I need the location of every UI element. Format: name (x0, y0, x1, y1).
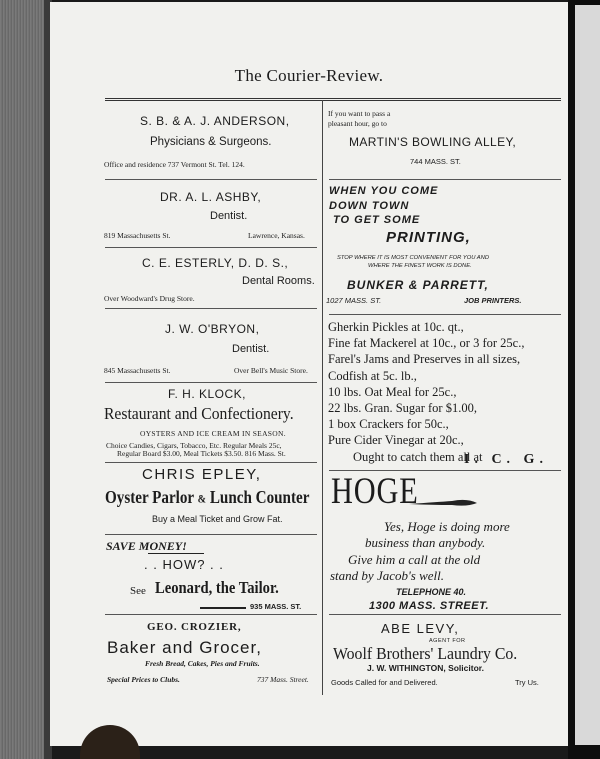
klock-name: F. H. KLOCK, (168, 387, 247, 401)
grocery-line: Ought to catch them all at (353, 449, 483, 464)
levy-try: Try Us. (515, 678, 539, 687)
grocery-list (328, 319, 524, 465)
klock-line2: Choice Candies, Cigars, Tobacco, Etc. Regular Meals 25c, (106, 441, 282, 450)
grocery-line: 22 lbs. Gran. Sugar for $1.00, (328, 401, 477, 416)
esterly-address: Over Woodward's Drug Store. (104, 294, 195, 303)
printing-address: 1027 MASS. ST. (326, 296, 382, 305)
rule (329, 314, 561, 315)
printing-word: PRINTING, (386, 229, 471, 246)
ashby-address: 819 Massachusetts St. (104, 231, 171, 240)
grocery-store-name: I. C. G. (464, 452, 548, 467)
klock-line1: OYSTERS AND ICE CREAM IN SEASON. (140, 429, 286, 438)
hoge-address: 1300 MASS. STREET. (369, 600, 490, 612)
epley-tagline: Buy a Meal Ticket and Grow Fat. (152, 514, 283, 524)
top-rule (105, 98, 561, 99)
leonard-name: Leonard, the Tailor. (155, 578, 279, 597)
rule (105, 462, 317, 463)
crozier-clubs: Special Prices to Clubs. (107, 675, 180, 684)
next-page-edge (575, 5, 600, 745)
rule (105, 247, 317, 248)
rule (329, 614, 561, 615)
levy-business: Woolf Brothers' Laundry Co. (333, 644, 518, 663)
crozier-address: 737 Mass. Street. (257, 675, 309, 684)
leonard-see: See (130, 585, 146, 597)
epley-name: CHRIS EPLEY, (142, 466, 262, 483)
printing-note-1: STOP WHERE IT IS MOST CONVENIENT FOR YOU AND (337, 255, 490, 261)
page-title: The Courier-Review. (234, 66, 384, 85)
grocery-line: Fine fat Mackerel at 10c., or 3 for 25c., (328, 336, 525, 351)
hoge-line-4: stand by Jacob's well. (330, 568, 444, 583)
klock-line3: Regular Board $3.00, Meal Tickets $3.50. 816 Mass. St. (117, 449, 286, 458)
ashby-profession: Dentist. (210, 210, 248, 222)
rule (105, 308, 317, 309)
bowling-intro-1: If you want to pass a (328, 109, 391, 118)
bowling-address: 744 MASS. ST. (410, 157, 461, 166)
leonard-address: 935 MASS. ST. (250, 602, 302, 611)
esterly-profession: Dental Rooms. (242, 275, 315, 287)
crozier-business: Baker and Grocer, (107, 638, 262, 657)
leonard-save-money: SAVE MONEY! (106, 539, 187, 553)
top-rule-double (105, 100, 561, 101)
underline-flourish (200, 607, 246, 609)
hoge-line-2: business than anybody. (365, 535, 486, 550)
anderson-address: Office and residence 737 Vermont St. Tel. 124. (104, 160, 245, 169)
bowling-name: MARTIN'S BOWLING ALLEY, (349, 135, 517, 149)
crozier-goods: Fresh Bread, Cakes, Pies and Fruits. (145, 659, 260, 668)
grocery-line: 1 box Crackers for 50c., (328, 417, 449, 432)
anderson-profession: Physicians & Surgeons. (150, 136, 272, 148)
hoge-flourish (407, 496, 487, 510)
rule (329, 179, 561, 180)
printing-line-1: WHEN YOU COME (329, 185, 439, 197)
obryon-profession: Dentist. (232, 343, 270, 355)
levy-agent: AGENT FOR (429, 638, 466, 644)
underline-flourish (148, 553, 204, 554)
column-divider (322, 100, 323, 695)
hoge-phone: TELEPHONE 40. (396, 587, 467, 597)
ashby-name: DR. A. L. ASHBY, (160, 190, 262, 204)
crozier-name: GEO. CROZIER, (147, 621, 242, 633)
hoge-line-1: Yes, Hoge is doing more (384, 519, 510, 534)
hoge-line-3: Give him a call at the old (348, 552, 481, 567)
newspaper-page (50, 2, 568, 746)
rule (105, 179, 317, 180)
printing-note-2: WHERE THE FINEST WORK IS DONE. (368, 263, 472, 269)
grocery-line: Pure Cider Vinegar at 20c., (328, 433, 464, 448)
levy-solicitor: J. W. WITHINGTON, Solicitor. (367, 663, 484, 673)
rule (105, 382, 317, 383)
printing-line-3: TO GET SOME (333, 214, 421, 226)
obryon-address: 845 Massachusetts St. (104, 366, 171, 375)
bowling-intro-2: pleasant hour, go to (328, 119, 387, 128)
grocery-line: Gherkin Pickles at 10c. qt., (328, 320, 464, 334)
rule (105, 614, 317, 615)
grocery-line: 10 lbs. Oat Meal for 25c., (328, 384, 457, 399)
grocery-line: Farel's Jams and Preserves in all sizes, (328, 352, 521, 367)
ashby-city: Lawrence, Kansas. (248, 231, 305, 240)
book-page-edges (0, 0, 50, 759)
epley-business: Oyster Parlor & Lunch Counter (105, 487, 310, 507)
printing-trade: JOB PRINTERS. (464, 296, 522, 305)
rule (105, 534, 317, 535)
printing-line-2: DOWN TOWN (329, 200, 410, 212)
levy-goods: Goods Called for and Delivered. (331, 678, 438, 687)
hoge-name: HOGE (331, 471, 419, 512)
anderson-name: S. B. & A. J. ANDERSON, (140, 114, 290, 128)
grocery-line: Codfish at 5c. lb., (328, 368, 417, 383)
esterly-name: C. E. ESTERLY, D. D. S., (142, 256, 289, 270)
printing-firm: BUNKER & PARRETT, (347, 278, 489, 292)
klock-business: Restaurant and Confectionery. (104, 404, 294, 423)
leonard-how: . . HOW? . . (144, 557, 224, 572)
obryon-location: Over Bell's Music Store. (234, 366, 308, 375)
obryon-name: J. W. O'BRYON, (165, 322, 260, 336)
levy-name: ABE LEVY, (381, 621, 460, 636)
